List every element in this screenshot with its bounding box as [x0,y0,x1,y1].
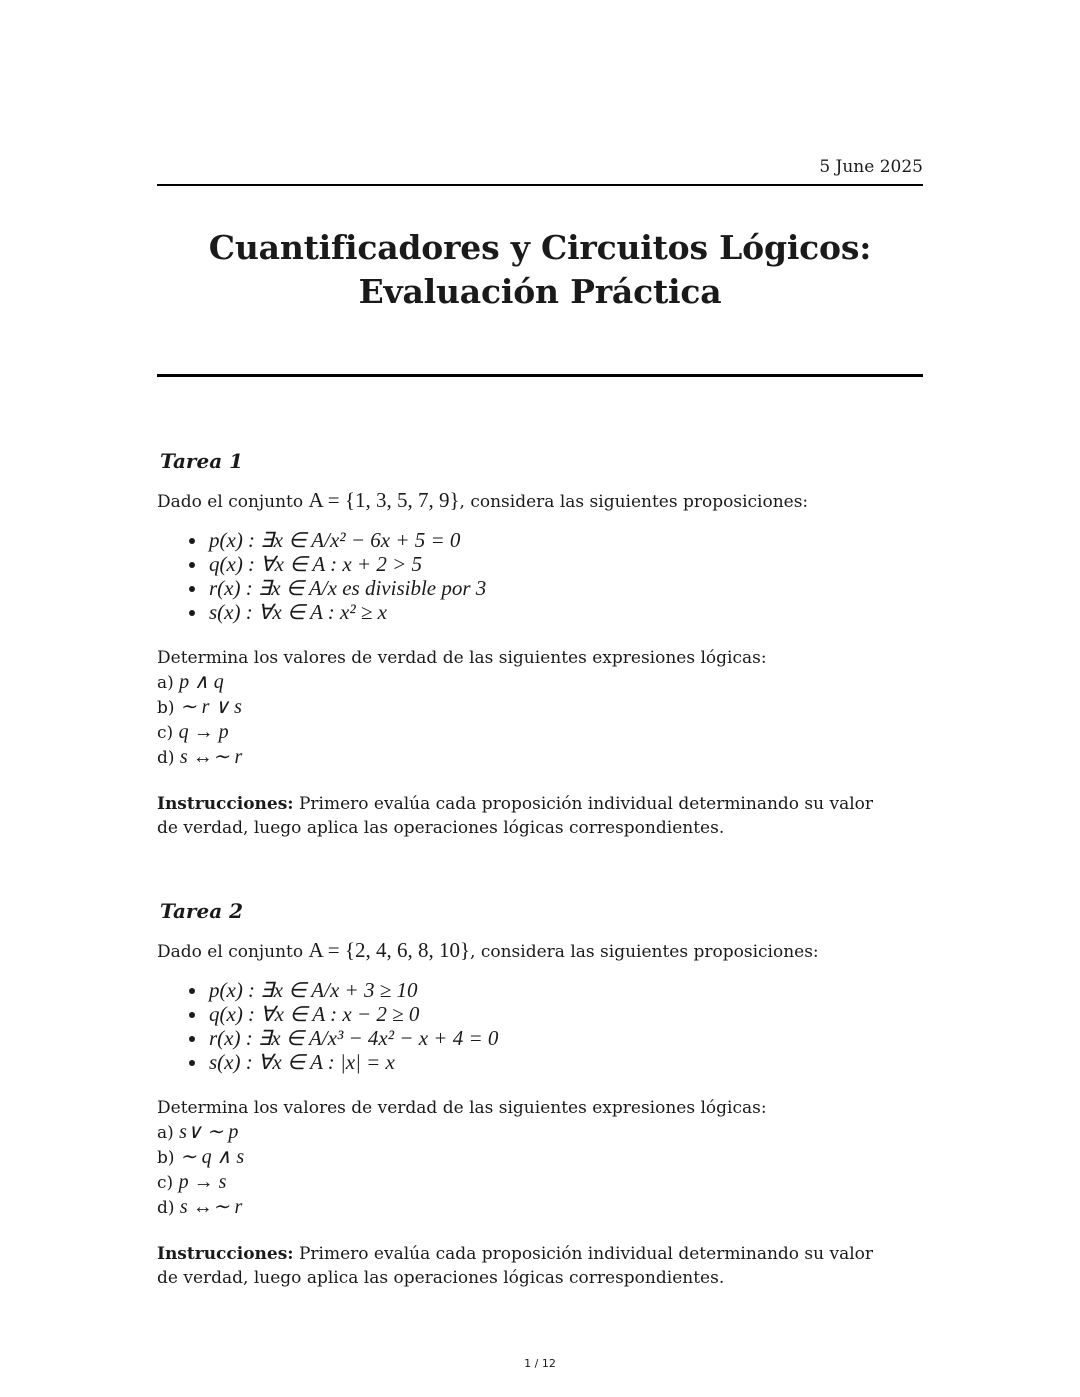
proposition-p: p(x) : ∃x ∈ A/x + 3 ≥ 10 [209,978,923,1002]
task-intro [157,938,923,964]
task-intro [157,488,923,514]
expression-list [157,670,923,770]
expression-label: c) [157,723,179,743]
expression-label: d) [157,748,180,768]
set-definition: A = {1, 3, 5, 7, 9} [308,488,460,512]
instructions [157,792,897,840]
expression-item [157,1120,923,1145]
expression-label: a) [157,673,180,693]
instructions-text: Primero evalúa cada proposición individual determinando su valor de verdad, luego aplica las operaciones lógicas correspondientes. [157,794,874,838]
expression-formula: s ↔∼ r [179,746,243,768]
header-date: 5 June 2025 [819,157,923,177]
expression-formula: q → p [178,721,229,743]
expression-item [157,1145,923,1170]
expression-label: a) [157,1123,180,1143]
proposition-q: q(x) : ∀x ∈ A : x − 2 ≥ 0 [209,1002,923,1026]
instructions-label: Instrucciones: [157,1244,294,1264]
intro-suffix: , considera las siguientes proposiciones: [470,942,819,962]
task-section-1 [157,448,923,840]
expression-formula: ∼ q ∧ s [179,1146,245,1168]
proposition-r: r(x) : ∃x ∈ A/x es divisible por 3 [209,576,923,600]
expression-item [157,1195,923,1220]
proposition-p: p(x) : ∃x ∈ A/x² − 6x + 5 = 0 [209,528,923,552]
header-rule [157,184,923,186]
proposition-list [157,978,923,1074]
expression-item [157,745,923,770]
expression-item [157,670,923,695]
intro-suffix: , considera las siguientes proposiciones: [459,492,809,512]
expression-item [157,1170,923,1195]
determine-text: Determina los valores de verdad de las siguientes expresiones lógicas: [157,1098,767,1118]
expression-list [157,1120,923,1220]
proposition-s: s(x) : ∀x ∈ A : x² ≥ x [209,600,923,624]
expression-item [157,720,923,745]
proposition-r: r(x) : ∃x ∈ A/x³ − 4x² − x + 4 = 0 [209,1026,923,1050]
proposition-q: q(x) : ∀x ∈ A : x + 2 > 5 [209,552,923,576]
instructions-text: Primero evalúa cada proposición individual determinando su valor de verdad, luego aplica las operaciones lógicas correspondientes. [157,1244,874,1288]
set-definition: A = {2, 4, 6, 8, 10} [308,938,471,962]
expression-label: d) [157,1198,180,1218]
expression-item [157,695,923,720]
intro-prefix: Dado el conjunto [157,492,309,512]
intro-prefix: Dado el conjunto [157,942,309,962]
page-number: 1 / 12 [524,1357,556,1370]
proposition-s: s(x) : ∀x ∈ A : |x| = x [209,1050,923,1074]
task-title: Tarea 2 [160,899,244,923]
expression-formula: ∼ r ∨ s [179,696,242,718]
expression-label: b) [157,1148,180,1168]
expression-label: b) [157,698,180,718]
page-title: Cuantificadores y Circuitos Lógicos: Evaluación Práctica [208,228,872,311]
determine-text: Determina los valores de verdad de las siguientes expresiones lógicas: [157,648,767,668]
task-title: Tarea 1 [160,449,244,473]
expression-formula: p ∧ q [179,671,224,693]
task-section-2 [157,898,923,1290]
instructions-label: Instrucciones: [157,794,294,814]
expression-formula: s∨ ∼ p [179,1121,239,1143]
expression-label: c) [157,1173,179,1193]
title-rule [157,374,923,377]
instructions [157,1242,897,1290]
expression-formula: p → s [178,1171,227,1193]
expression-formula: s ↔∼ r [179,1196,243,1218]
proposition-list [157,528,923,624]
